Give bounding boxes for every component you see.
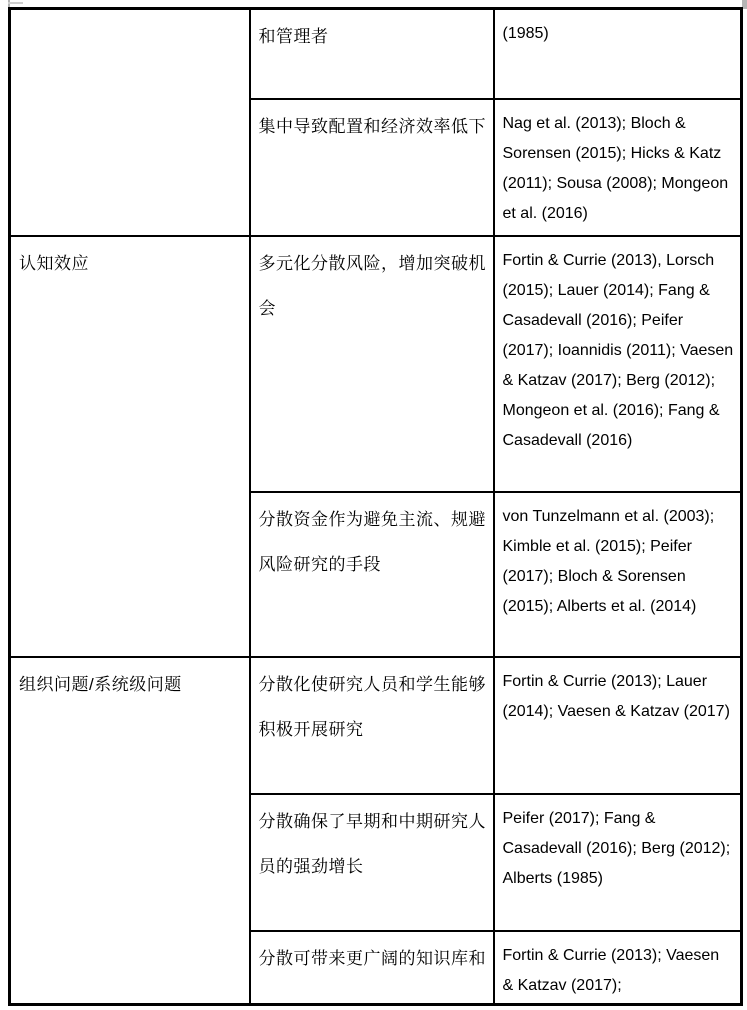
description-cell: 分散可带来更广阔的知识库和 [250, 931, 494, 1005]
description-cell: 分散确保了早期和中期研究人员的强劲增长 [250, 794, 494, 931]
description-cell: 集中导致配置和经济效率低下 [250, 99, 494, 236]
table-row [10, 657, 742, 794]
citations-cell: (1985) [494, 9, 742, 99]
category-cell-organizational-issues: 组织问题/系统级问题 [10, 657, 250, 1005]
category-cell-continued [10, 9, 250, 236]
citations-cell: Nag et al. (2013); Bloch & Sorensen (2015); Hicks & Katz (2011); Sousa (2008); Mongeon et al. (2016) [494, 99, 742, 236]
description-cell: 分散化使研究人员和学生能够积极开展研究 [250, 657, 494, 794]
description-cell: 多元化分散风险，增加突破机会 [250, 236, 494, 492]
page-edge-artifact-horizontal [8, 2, 23, 4]
literature-review-table [8, 7, 743, 1006]
citations-cell: von Tunzelmann et al. (2003); Kimble et al. (2015); Peifer (2017); Bloch & Sorensen (2015); Alberts et al. (2014) [494, 492, 742, 657]
description-cell: 分散资金作为避免主流、规避风险研究的手段 [250, 492, 494, 657]
citations-cell: Peifer (2017); Fang & Casadevall (2016); Berg (2012); Alberts (1985) [494, 794, 742, 931]
table-row [10, 9, 742, 99]
description-cell: 和管理者 [250, 9, 494, 99]
category-cell-cognitive-effects: 认知效应 [10, 236, 250, 657]
citations-cell: Fortin & Currie (2013), Lorsch (2015); Lauer (2014); Fang & Casadevall (2016); Peifer (2017); Ioannidis (2011); Vaesen & Katzav (2017); Berg (2012); Mongeon et al. (2016); Fang & Casadevall (2016) [494, 236, 742, 492]
table-row [10, 236, 742, 492]
citations-cell: Fortin & Currie (2013); Lauer (2014); Vaesen & Katzav (2017) [494, 657, 742, 794]
citations-cell: Fortin & Currie (2013); Vaesen & Katzav (2017); [494, 931, 742, 1005]
